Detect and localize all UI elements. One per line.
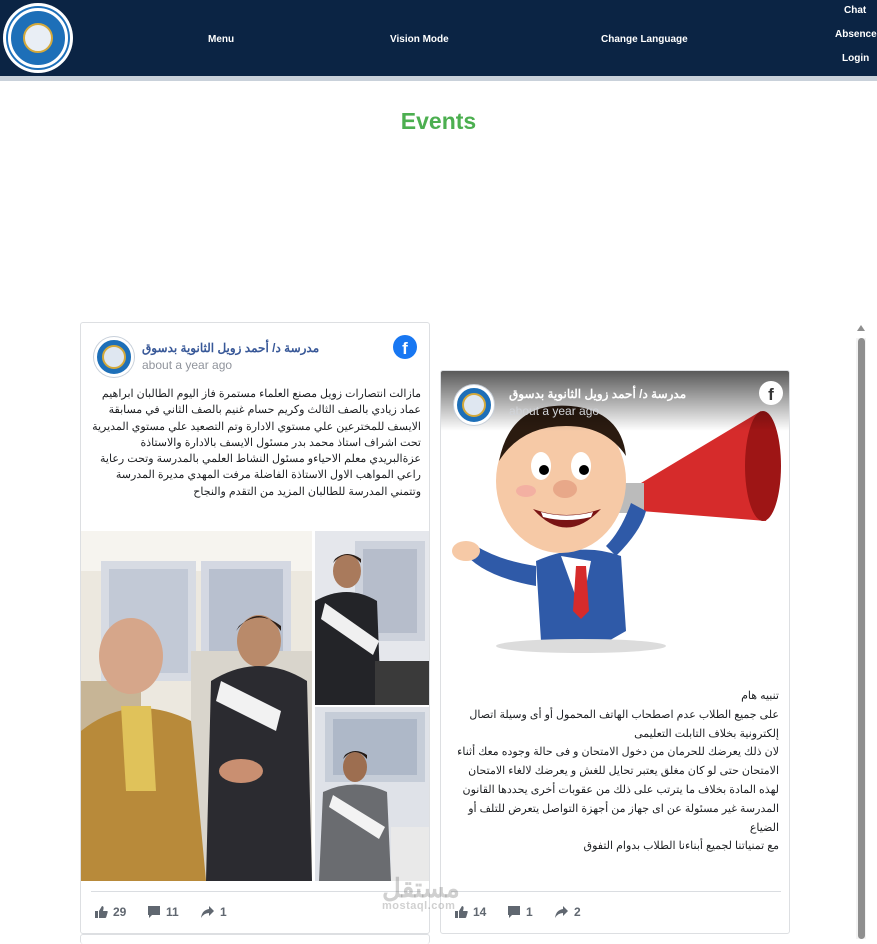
scrollbar-thumb[interactable] <box>858 338 865 939</box>
post-text: تنبيه هام على جميع الطلاب عدم اصطحاب الهاتف المحمول أو أى وسيلة اتصال إلكترونية بخلاف التابلت التعليمى لان ذلك يعرضك للحرمان من دخول الامتحان و فى حالة وجوده معك أثناء الامتحان حتى لو كان مغلق يعتبر تحايل للغش و يعرضك لالغاء الامتحان لهذه المادة بخلاف ما يترتب على ذلك من عقوبات أخرى يحددها القانون المدرسة غير مسئولة عن اى جهاز من أجهزة التواصل يتعرض للتلف أو الضياع مع تمنياتنا لجميع أبناءنا الطلاب بدوام التفوق <box>457 690 779 853</box>
post-divider <box>91 891 421 892</box>
nav-menu[interactable]: Menu <box>208 34 235 45</box>
post-photo-main[interactable] <box>81 531 312 881</box>
page-name[interactable]: مدرسة د/ أحمد زويل الثانوية بدسوق <box>142 341 320 355</box>
page-avatar[interactable] <box>454 385 494 425</box>
watermark-latin: mostaql.com <box>382 900 456 912</box>
post-photo-cartoon[interactable] <box>441 371 790 661</box>
post-card <box>440 370 790 934</box>
like-count: 29 <box>113 905 127 919</box>
share-count: 2 <box>574 905 581 919</box>
facebook-icon[interactable]: f <box>393 335 417 359</box>
comment-icon <box>147 905 161 919</box>
post-divider <box>451 891 781 892</box>
page-title: Events <box>400 108 477 134</box>
comment-button[interactable] <box>507 905 533 919</box>
comment-count: 11 <box>166 905 179 919</box>
comment-count: 1 <box>526 905 533 919</box>
share-button[interactable] <box>554 905 581 919</box>
share-icon <box>554 905 569 919</box>
like-count: 14 <box>473 905 487 919</box>
nav-absence[interactable]: Absence <box>835 29 877 40</box>
post-time[interactable]: about a year ago <box>142 358 233 372</box>
post-card-next <box>80 934 430 944</box>
nav-change-language[interactable]: Change Language <box>601 34 688 45</box>
page-avatar[interactable] <box>94 337 134 377</box>
post-text: مازالت انتصارات زويل مصنع العلماء مستمرة فاز اليوم الطالبان ابراهيم عماد زيادي بالصف الثالث وكريم حسام غنيم بالصف الثاني في مسابقة الايسف للمخترعين علي مستوي الادارة وتم التصعيد علي مستوي المديرية تحت اشراف استاذ محمد بدر مسئول الايسف بالادارة والاستاذة عزةالبريدي معلم الاحياءو مسئول النشاط العلمي بالمدرسة وتحت رعاية راعي المواهب الاول الاستاذة الفاضلة مرفت المهدي مديرة المدرسة وتتمني المدرسة للطالبان المزيد من التقدم والنجاح <box>92 388 421 498</box>
post-photo-top-right[interactable] <box>315 531 430 705</box>
like-icon <box>94 905 108 919</box>
school-logo[interactable] <box>3 3 73 73</box>
post-time[interactable]: about a year ago <box>509 404 600 418</box>
nav-vision-mode[interactable]: Vision Mode <box>390 34 449 45</box>
facebook-icon[interactable]: f <box>759 381 783 405</box>
comment-button[interactable] <box>147 905 179 919</box>
like-button[interactable] <box>94 905 126 919</box>
comment-icon <box>507 905 521 919</box>
page-name[interactable]: مدرسة د/ أحمد زويل الثانوية بدسوق <box>509 387 687 401</box>
scroll-up-arrow[interactable] <box>857 325 865 331</box>
share-count: 1 <box>220 905 227 919</box>
watermark-arabic: مستقل <box>382 873 460 903</box>
share-button[interactable] <box>200 905 227 919</box>
nav-login[interactable]: Login <box>842 53 870 64</box>
share-icon <box>200 905 215 919</box>
post-card <box>80 322 430 934</box>
nav-chat[interactable]: Chat <box>844 5 867 16</box>
watermark <box>382 873 460 912</box>
post-photo-bottom-right[interactable] <box>315 707 430 881</box>
navbar-divider <box>0 76 877 81</box>
